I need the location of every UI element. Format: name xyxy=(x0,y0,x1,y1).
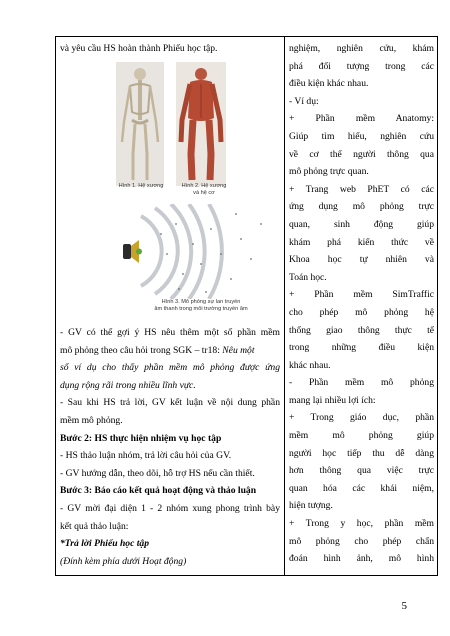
right-line: + Trong y học, phần mềm xyxy=(289,518,434,530)
right-line: + Phần mềm Anatomy: xyxy=(289,113,434,125)
step2-item-b: - GV hướng dẫn, theo dõi, hỗ trợ HS nếu cần thiết. xyxy=(60,467,255,479)
muscle-image xyxy=(176,62,226,186)
right-line: hiện tượng. xyxy=(289,500,333,512)
figure3-caption xyxy=(116,299,286,313)
figure2-caption-line1: Hình 2. Hệ xương xyxy=(181,183,227,189)
right-line: cho phép mô phỏng hệ xyxy=(289,306,434,318)
figure3-caption-line2: âm thanh trong môi trường truyền âm xyxy=(154,306,248,312)
p2-line1: - Sau khi HS trả lời, GV kết luận về nội dung phần xyxy=(60,397,280,409)
right-line: điều kiện khác nhau. xyxy=(289,78,369,90)
p1-line4: dụng rộng rãi trong nhiều lĩnh vực. xyxy=(60,379,196,391)
figure2-caption-line2: và hệ cơ xyxy=(193,190,215,196)
step2-heading: Bước 2: HS thực hiện nhiệm vụ học tập xyxy=(60,432,222,444)
right-line: thống giao thông thực tế xyxy=(289,324,434,336)
right-line: về cơ thể người thông qua xyxy=(289,148,434,160)
right-line: nghiệm, nghiên cứu, khám xyxy=(289,43,434,54)
left-column-body xyxy=(60,324,280,570)
right-line: hơn thông qua việc trực xyxy=(289,465,434,477)
right-column xyxy=(289,40,434,568)
right-line: trong những điều kiện xyxy=(289,342,434,354)
right-line: người học tiếp thu dễ dàng xyxy=(289,447,434,459)
right-line: + Phần mềm SimTraffic xyxy=(289,289,434,301)
figure1-caption: Hình 1. Hệ xương xyxy=(118,183,164,189)
p1-line2 xyxy=(60,342,280,360)
step2-item-a: - HS thảo luận nhóm, trả lời câu hỏi của GV. xyxy=(60,450,232,462)
p1-line2-plain: mô phỏng theo câu hỏi trong SGK – tr18: xyxy=(60,344,223,356)
right-line: Toán học. xyxy=(289,271,327,283)
right-line: khác nhau. xyxy=(289,359,331,371)
sound-wave-image xyxy=(121,204,271,299)
right-line: phá đối tượng trong các xyxy=(289,60,434,72)
right-line: + Trong giáo dục, phần xyxy=(289,412,434,424)
figure2-caption xyxy=(174,183,234,197)
page-number: 5 xyxy=(401,600,407,612)
right-line: Khoa học tự nhiên và xyxy=(289,254,434,266)
right-line: - Ví dụ: xyxy=(289,95,319,107)
figure3-caption-line1: Hình 3. Mô phỏng sự lan truyền xyxy=(161,299,241,305)
p2-line2: mềm mô phỏng. xyxy=(60,414,123,426)
right-line: ứng dụng mô phỏng trực xyxy=(289,201,434,213)
p1-line1: - GV có thể gợi ý HS nêu thêm một số phần mềm xyxy=(60,327,280,338)
right-line: mềm mô phỏng giúp xyxy=(289,430,434,442)
right-line: khám phá kiến thức về xyxy=(289,236,434,248)
intro-text: và yêu cầu HS hoàn thành Phiếu học tập. xyxy=(60,43,218,54)
right-line: - Phần mềm mô phỏng xyxy=(289,377,434,389)
skeleton-image xyxy=(116,62,164,186)
step3-heading: Bước 3: Báo cáo kết quả hoạt động và thảo luận xyxy=(60,485,257,497)
step3-item-line1: - GV mời đại diện 1 - 2 nhóm xung phong trình bày xyxy=(60,502,280,514)
p1-line3: số ví dụ cho thấy phần mềm mô phỏng được ứng xyxy=(60,362,280,374)
right-line: mô phỏng cho phép chẩn xyxy=(289,535,434,547)
right-line: quan, sinh động giúp xyxy=(289,218,434,230)
right-line: + Trang web PhET có các xyxy=(289,183,434,195)
lesson-table xyxy=(55,36,438,576)
answer-heading: *Trả lời Phiếu học tập xyxy=(60,538,150,550)
right-line: quan hóa các khái niệm, xyxy=(289,482,434,494)
step3-item-line2: kết quả thảo luận: xyxy=(60,520,129,532)
right-line: Giúp tìm hiểu, nghiên cứu xyxy=(289,130,434,142)
right-line: mang lại nhiều lợi ích: xyxy=(289,394,376,406)
anatomy-figures xyxy=(116,62,226,192)
attached-note: (Đính kèm phía dưới Hoạt động) xyxy=(60,555,187,567)
right-line: đoán hình ảnh, mô hình xyxy=(289,553,434,565)
left-column xyxy=(60,40,280,58)
right-line: mô phỏng trực quan. xyxy=(289,166,369,178)
p1-line2-italic: Nêu một xyxy=(222,344,255,356)
